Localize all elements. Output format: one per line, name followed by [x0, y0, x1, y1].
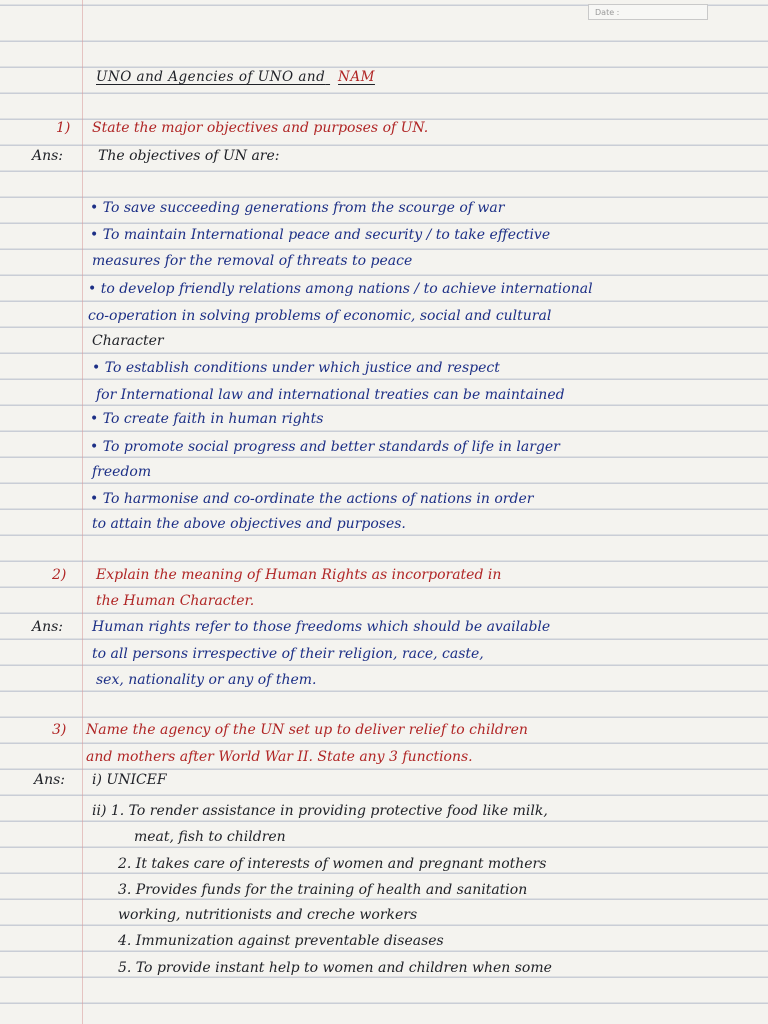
q1-line: Character	[92, 333, 164, 349]
q1-question: State the major objectives and purposes of UN.	[92, 120, 429, 136]
q1-line: • To maintain International peace and security / to take effective	[90, 227, 551, 243]
page-title	[96, 68, 375, 86]
q3-part-ii-line: 5. To provide instant help to women and children when some	[118, 960, 552, 976]
q1-line: measures for the removal of threats to peace	[92, 253, 413, 269]
q1-intro: The objectives of UN are:	[98, 148, 280, 164]
q3-question-line: Name the agency of the UN set up to deliver relief to children	[86, 722, 528, 738]
q2-ans-label: Ans:	[32, 619, 64, 635]
q1-line: • To harmonise and co-ordinate the actions of nations in order	[90, 491, 534, 507]
page-title-main: UNO and Agencies of UNO and	[96, 69, 326, 85]
q1-line: • To promote social progress and better standards of life in larger	[90, 439, 560, 455]
q2-answer-line: Human rights refer to those freedoms which should be available	[92, 619, 551, 635]
q3-part-ii-line: meat, fish to children	[134, 829, 286, 845]
q3-part-ii-line: ii) 1. To render assistance in providing protective food like milk,	[92, 803, 548, 819]
q1-line: co-operation in solving problems of economic, social and cultural	[88, 308, 552, 324]
q3-part-ii-line: working, nutritionists and creche workers	[118, 907, 418, 923]
q1-line: to attain the above objectives and purposes.	[92, 516, 406, 532]
q3-ans-label: Ans:	[34, 772, 66, 788]
q2-question-line: the Human Character.	[96, 593, 255, 609]
q1-line: • To save succeeding generations from the scourge of war	[90, 200, 505, 216]
q2-question-line: Explain the meaning of Human Rights as incorporated in	[96, 567, 502, 583]
q1-line: • To create faith in human rights	[90, 411, 324, 427]
q2-answer-line: to all persons irrespective of their religion, race, caste,	[92, 646, 484, 662]
q3-question-line: and mothers after World War II. State any 3 functions.	[86, 749, 473, 765]
q1-number: 1)	[56, 120, 71, 136]
q3-part-ii-line: 3. Provides funds for the training of health and sanitation	[118, 882, 528, 898]
q1-line: for International law and international treaties can be maintained	[96, 387, 565, 403]
q2-number: 2)	[52, 567, 67, 583]
q2-answer-line: sex, nationality or any of them.	[96, 672, 317, 688]
date-field: Date :	[588, 4, 708, 20]
q3-part-i: i) UNICEF	[92, 772, 167, 788]
q1-line: • To establish conditions under which justice and respect	[92, 360, 500, 376]
q1-line: freedom	[92, 464, 152, 480]
q1-ans-label: Ans:	[32, 148, 64, 164]
q3-part-ii-line: 4. Immunization against preventable diseases	[118, 933, 444, 949]
q3-part-ii-line: 2. It takes care of interests of women and pregnant mothers	[118, 856, 547, 872]
q1-line: • to develop friendly relations among nations / to achieve international	[88, 281, 593, 297]
margin-line	[82, 0, 83, 1024]
q3-number: 3)	[52, 722, 67, 738]
page-title-nam: NAM	[338, 69, 375, 85]
